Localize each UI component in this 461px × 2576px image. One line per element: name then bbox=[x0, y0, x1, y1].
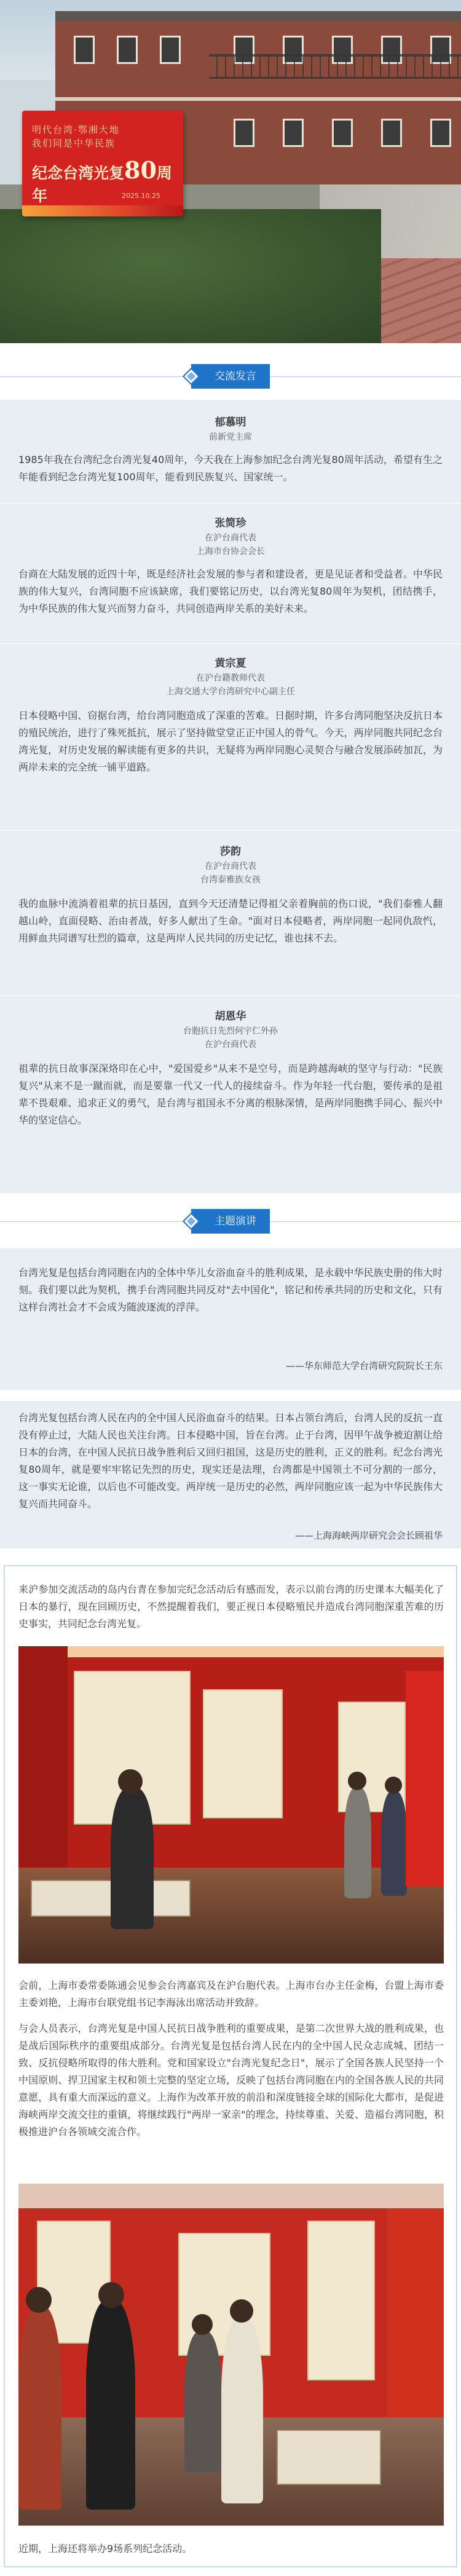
speaker-text: 台商在大陆发展的近四十年，既是经济社会发展的参与者和建设者，更是见证者和受益者。中华民族的伟大复兴，台湾同胞不应该缺席，我们要铭记历史，以台湾光复80周年为契机，团结携手，为中华民族的伟大复兴而努力奋斗，共同创造两岸关系的美好未来。 bbox=[18, 568, 443, 614]
speech-signature: ——上海海峡两岸研究会会长顾祖华 bbox=[294, 1530, 443, 1541]
news-paragraph: 近期，上海还将举办9场系列纪念活动。 bbox=[18, 2543, 192, 2554]
hero-photo bbox=[0, 0, 461, 343]
exhibition-photo bbox=[18, 1646, 444, 1964]
speaker-text: 我的血脉中流淌着祖辈的抗日基因，直到今天还清楚记得祖父亲着胸前的伤口说，"我们泰雅人翻越山岭，直面侵略、治由者战，好多人献出了生命。"面对日本侵略者，两岸同胞一起同仇敌忾，用鲜血共同谱写壮烈的篇章，这是两岸人民共同的历史记忆，谁也抹不去。 bbox=[18, 898, 443, 944]
speaker-name: 郁慕明 bbox=[215, 416, 246, 429]
speaker-text: 1985年我在台湾纪念台湾光复40周年，今天我在上海参加纪念台湾光复80周年活动，希望有生之年能看到纪念台湾光复100周年，能看到民族复兴、国家统一。 bbox=[18, 454, 443, 483]
speaker-role: 前新党主席 bbox=[209, 432, 252, 442]
section-header-exchange bbox=[0, 363, 461, 391]
speech-text: 台湾光复包括台湾人民在内的全中国人民浴血奋斗的结果。日本占领台湾后，台湾人民的反抗一直没有停止过，大陆人民也关注台湾。日本侵略中国，旨在台湾。止于台湾，因甲午战争被迫割让给日本的台湾，在中国人民抗日战争胜利后又回归祖国，这是历史的胜利，正义的胜利。纪念台湾光复80周年，就是要牢牢铭记先烈的历史，现实还是法理，台湾都是中国领土不可分割的一部分，这一事实无论谁，以后也不可能改变。两岸统一是历史的必然，两岸同胞应该一起为中华民族伟大复兴而共同奋斗。 bbox=[18, 1412, 443, 1510]
speaker-role: 在沪台商代表 bbox=[205, 1040, 256, 1050]
sign-date: 2025.10.25 bbox=[122, 192, 160, 200]
speaker-role: 在沪台商代表 bbox=[205, 533, 256, 543]
sign-title: 纪念台湾光复80周年 bbox=[32, 156, 172, 205]
speaker-text: 祖辈的抗日故事深深烙印在心中，"爱国爱乡"从来不是空号，而是跨越海峡的坚守与行动："民族复兴"从来不是一蹴而就，而是要靠一代又一代人的接续奋斗。作为年轻一代台胞，要传承的是祖辈不畏艰难、追求正义的勇气，是台湾与祖国永不分离的根脉深情，是两岸同胞携手同心、振兴中华的坚定信心。 bbox=[18, 1063, 443, 1126]
section-label: 交流发言 bbox=[191, 364, 270, 389]
news-paragraph: 与会人员表示，台湾光复是中国人民抗日战争胜利的重要成果，是第二次世界大战的胜利成果，也是战后国际秩序的重要组成部分。台湾光复是包括台湾人民在内的全中国人民众志成城、团结一致、反抗侵略所取得的伟大胜利。党和国家设立"台湾光复纪念日"，展示了全国各族人民坚持一个中国原则、捍卫国家主权和领土完整的坚定立场，反映了包括台湾同胞在内的全国各族人民的共同意愿，具有重大而深远的意义。上海作为改革开放的前沿和深度链接全球的国际化大都市，是促进海峡两岸交流交往的重镇，将继续践行"两岸一家亲"的理念，持续尊重、关爱、造福台湾同胞，积极推进沪台各领域交流合作。 bbox=[18, 2023, 444, 2138]
speaker-name: 黄宗夏 bbox=[215, 657, 246, 670]
speaker-role: 台胞抗日先烈何宇仁外孙 bbox=[183, 1026, 278, 1036]
speaker-role: 在沪台商代表 bbox=[205, 862, 256, 871]
speaker-name: 胡恩华 bbox=[215, 1010, 246, 1023]
speaker-role: 上海市台协会会长 bbox=[196, 547, 265, 557]
section-label: 主题演讲 bbox=[191, 1209, 270, 1234]
speech-signature: ——华东师范大学台湾研究院院长王东 bbox=[285, 1360, 443, 1371]
speaker-role: 在沪台籍教师代表 bbox=[196, 673, 265, 683]
speaker-role: 台湾泰雅族女孩 bbox=[200, 875, 261, 885]
keynote-speech bbox=[0, 1401, 461, 1548]
hedge bbox=[0, 209, 381, 343]
news-paragraph: 来沪参加交流活动的岛内台青在参加完纪念活动后有感而发，表示以前台湾的历史课本大幅美化了日本的暴行，现在回顾历史，不然提醒着我们，要正视日本侵略殖民并造成台湾同胞深重苦难的历史事实，共同纪念台湾光复。 bbox=[18, 1583, 444, 1630]
speaker-role: 上海交通大学台湾研究中心副主任 bbox=[166, 687, 295, 697]
speaker-text: 日本侵略中国、窃据台湾，给台湾同胞造成了深重的苦难。日据时期，许多台湾同胞坚决反抗日本的殖民统治，进行了殊死抵抗，展示了坚持做堂堂正正中国人的骨气。今天，两岸同胞共同纪念台湾光复，对历史发展的解读能有更多的共识，无疑将为两岸同胞心灵契合与融合发展添砖加瓦，为两岸未来的完全统一铺平道路。 bbox=[18, 710, 443, 773]
visitors-photo bbox=[18, 2184, 444, 2526]
news-box bbox=[4, 1565, 457, 2567]
speaker-name: 莎韵 bbox=[220, 846, 241, 858]
keynote-speech bbox=[0, 1248, 461, 1390]
section-header-keynote bbox=[0, 1208, 461, 1236]
speaker-name: 张简珍 bbox=[215, 517, 246, 529]
sign-line-1: 明代台湾·鄂湘大地 bbox=[32, 124, 120, 135]
news-paragraph: 会前，上海市委常委陈通会见参会台湾嘉宾及在沪台胞代表。上海市台办主任金梅，台盟上海市委主委刘艳，上海市台联党组书记李海泳出席活动并致辞。 bbox=[18, 1980, 444, 2008]
flower-bed bbox=[22, 205, 183, 216]
sign-line-2: 我们同是中华民族 bbox=[32, 138, 116, 149]
speakers-panel bbox=[0, 400, 461, 1193]
speech-text: 台湾光复是包括台湾同胞在内的全体中华儿女浴血奋斗的胜利成果，是永载中华民族史册的伟大时刻。我们要以此为契机，携手台湾同胞共同反对"去中国化"，铭记和传承共同的历史和文化，只有这样台湾社会才不会成为随波逐流的浮萍。 bbox=[18, 1267, 443, 1313]
commemorative-sign bbox=[22, 111, 183, 216]
